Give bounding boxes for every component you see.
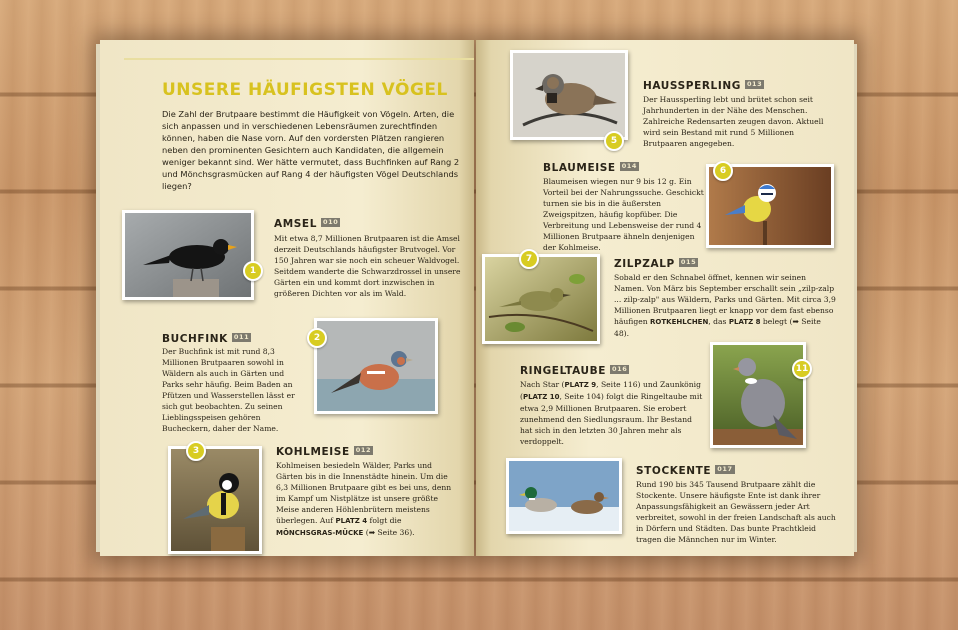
- stockente-text: Rund 190 bis 345 Tausend Brutpaare zählt die Stockente. Unsere häufigste Ente ist dank ihrer Anpassungsfähigkeit an Gewässern jeder Art verbreitet, sowohl in der freien Landschaft als auch in Dörfern und Städten. Das bunte Prachtkleid tragen die Männchen nur im Winter.: [636, 480, 836, 544]
- kohlmeise-title: [276, 446, 373, 458]
- haussperling-code: 013: [746, 80, 763, 88]
- kohlmeise-code: 012: [355, 446, 372, 454]
- zilpzalp-bold-a: ROTKEHLCHEN: [650, 318, 709, 326]
- haussperling-photo: [510, 50, 628, 140]
- amsel-text: Mit etwa 8,7 Millionen Brutpaaren ist die Amsel derzeit Deutschlands häufigster Brutvogel. Vor 150 Jahren war sie noch ein scheuer Waldvogel. Seitdem wanderte die Schwarzdrossel in unsere Gärten ein und kommt dort inzwischen in größeren Dichten vor als im Wald.: [274, 234, 461, 298]
- ringeltaube-title-text: RINGELTAUBE: [520, 365, 606, 377]
- zilpzalp-photo: [482, 254, 600, 344]
- buchfink-photo: [314, 318, 438, 414]
- zilpzalp-text: [614, 272, 836, 339]
- haussperling-text: Der Haussperling lebt und brütet schon seit Jahrhunderten in der Nähe des Menschen. Zahlreiche Redensarten zeugen davon. Aktuell wird sein Bestand mit rund 5 Millionen Brutpaaren angegeben.: [643, 95, 824, 148]
- headline-rule: [124, 58, 474, 60]
- stockente-code: 017: [717, 465, 733, 473]
- zilpzalp-title-text: ZILPZALP: [614, 258, 675, 270]
- kohlmeise-text-a: Kohlmeisen besiedeln Wälder, Parks und Gärten bis in die Innenstädte hinein. Um die 6,3 Millionen Brutpaare gibt es bei uns, denn im Kampf um Nistplätze ist unsere größte Meise anderen Höhlenbrütern meistens überlegen. Auf: [276, 461, 452, 525]
- kohlmeise-text-c: (➡ Seite 36).: [363, 528, 415, 537]
- ringeltaube-text-a: Nach Star (: [520, 380, 565, 389]
- blaumeise-title-text: BLAUMEISE: [543, 162, 616, 174]
- stockente-title-text: STOCKENTE: [636, 465, 712, 477]
- amsel-code: 010: [323, 218, 339, 226]
- zilpzalp-text-a: Sobald er den Schnabel öffnet, kennen wir seinen Namen. Von März bis September erschallt sein „zilp-zalp ... zilp-zalp" aus Wäldern, Parks und Gärten. Mit circa 3,9 Millionen Brutpaaren liegt er knapp vor dem fast ebenso häufigen: [614, 273, 836, 326]
- rank-badge-zilpzalp: 7: [519, 249, 539, 269]
- ringeltaube-bold-b: PLATZ 10: [522, 393, 560, 401]
- zilpzalp-code: 015: [680, 258, 697, 266]
- ringeltaube-code: 016: [611, 365, 628, 373]
- rank-badge-buchfink: 2: [307, 328, 327, 348]
- kohlmeise-photo: [168, 446, 262, 554]
- kohlmeise-bold-a: PLATZ 4: [335, 517, 368, 525]
- stockente-photo: [506, 458, 622, 534]
- ringeltaube-title: [520, 365, 629, 377]
- rank-badge-blaumeise: 6: [713, 161, 733, 181]
- haussperling-title-text: HAUSSPERLING: [643, 80, 741, 92]
- zilpzalp-text-b: , das: [708, 317, 729, 326]
- intro-paragraph: Die Zahl der Brutpaare bestimmt die Häufigkeit von Vögeln. Arten, die sich anpassen und in verschiedenen Lebensräumen zurechtfinden können, haben die Nase vorn. Auf den vordersten Plätzen rangieren neben den prominenten Gesichtern auch Kandidaten, die allgemein weniger bekannt sind. Wer hätte vermutet, dass Buchfinken auf Rang 2 und Mönchsgrasmücken auf Rang 4 der häufigsten Vögel Deutschlands liegen?: [162, 109, 460, 191]
- zilpzalp-bold-b: PLATZ 8: [728, 318, 761, 326]
- buchfink-title-text: BUCHFINK: [162, 333, 228, 345]
- rank-badge-haussperling: 5: [604, 131, 624, 151]
- buchfink-text: Der Buchfink ist mit rund 8,3 Millionen Brutpaaren sowohl in Wäldern als auch in Gärten und Parks sehr häufig. Beim Baden an Pfützen und Wasserstellen lässt er sich gut beobachten. Zu seinen Lieblingsspeisen gehören Bucheckern, daher der Name.: [162, 347, 295, 433]
- blaumeise-code: 014: [621, 162, 638, 170]
- zilpzalp-text-c: belegt (➡ Seite 48).: [614, 317, 821, 338]
- ringeltaube-text-b: , Seite 116) und Zaunkönig (: [520, 380, 701, 401]
- buchfink-title: [162, 333, 251, 345]
- haussperling-title: [643, 80, 764, 92]
- stockente-title: [636, 465, 735, 477]
- kohlmeise-text-b: folgt die: [367, 516, 402, 525]
- amsel-title: [274, 218, 340, 230]
- ringeltaube-text: [520, 379, 704, 447]
- blaumeise-title: [543, 162, 639, 174]
- rank-badge-kohlmeise: 3: [186, 441, 206, 461]
- ringeltaube-photo: [710, 342, 806, 448]
- kohlmeise-title-text: KOHLMEISE: [276, 446, 350, 458]
- kohlmeise-bold-b: MÖNCHSGRAS-MÜCKE: [276, 529, 364, 537]
- kohlmeise-text: [276, 460, 460, 539]
- rank-badge-amsel: 1: [243, 261, 263, 281]
- zilpzalp-title: [614, 258, 698, 270]
- buchfink-code: 011: [233, 333, 250, 341]
- amsel-title-text: AMSEL: [274, 218, 318, 230]
- page-headline: UNSERE HÄUFIGSTEN VÖGEL: [162, 80, 448, 100]
- rank-badge-ringeltaube: 11: [792, 359, 812, 379]
- amsel-photo: [122, 210, 254, 300]
- ringeltaube-text-c: , Seite 104) folgt die Ringeltaube mit etwa 2,9 Millionen Brutpaaren. Sie erobert zunehmend den Siedlungsraum. Ihr Bestand hat sich in den letzten 30 Jahren mehr als verdoppelt.: [520, 392, 703, 446]
- ringeltaube-bold-a: PLATZ 9: [564, 381, 597, 389]
- blaumeise-text: Blaumeisen wiegen nur 9 bis 12 g. Ein Vorteil bei der Nahrungssuche. Geschickt turnen sie bis in die äußersten Zweigspitzen, häufig kopfüber. Die Verbreitung und Lebensweise der rund 4 Millionen Brutpaare ähneln denjenigen der Kohlmeise.: [543, 177, 704, 252]
